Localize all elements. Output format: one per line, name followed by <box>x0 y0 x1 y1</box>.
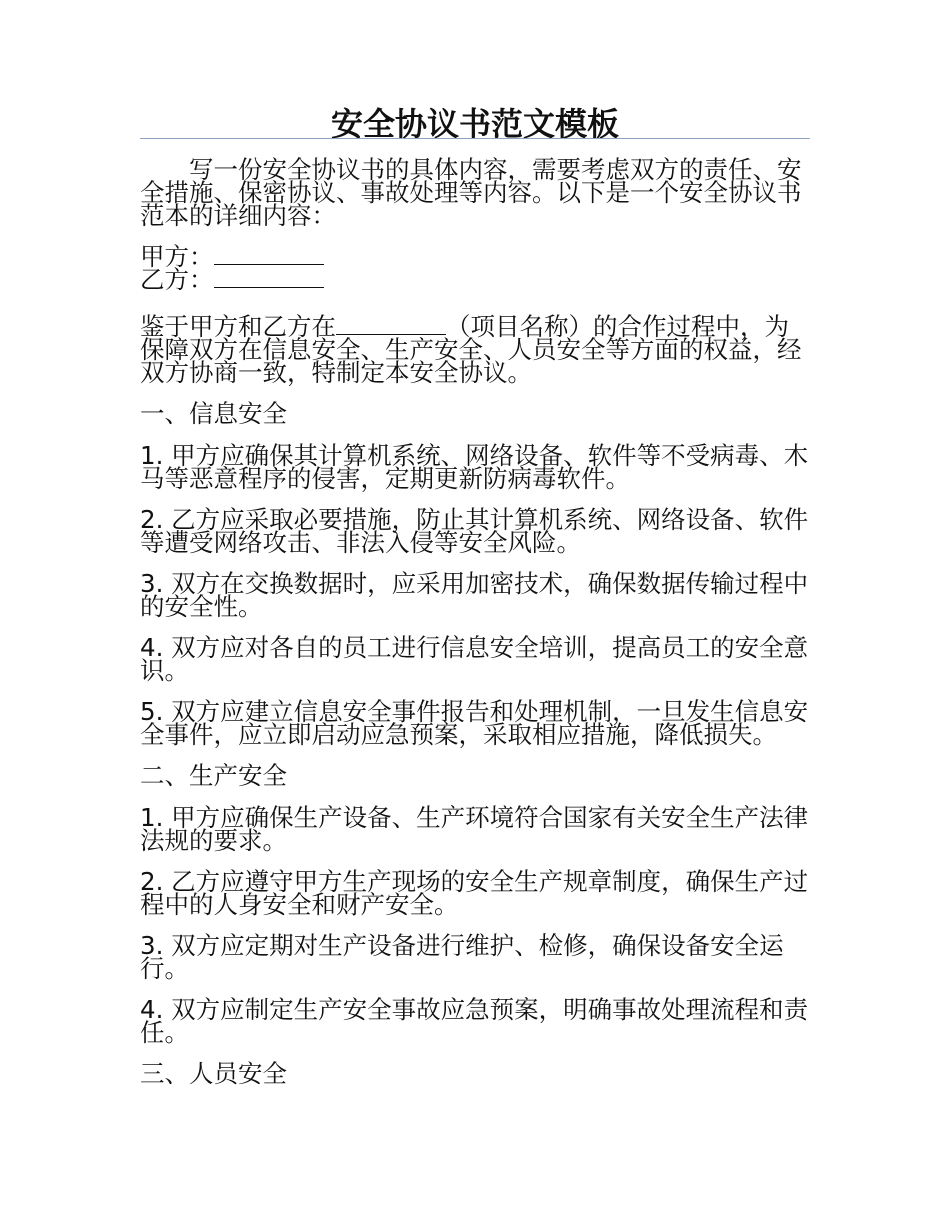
party-a-label: 甲方： <box>140 242 214 271</box>
clause: 4. 双方应制定生产安全事故应急预案，明确事故处理流程和责任。 <box>140 995 809 1047</box>
party-block <box>140 242 812 294</box>
preamble-paragraph <box>140 312 812 387</box>
section-heading: 一、信息安全 <box>140 399 287 428</box>
section-heading: 三、人员安全 <box>140 1059 287 1088</box>
party-a-line <box>140 242 812 271</box>
section-heading: 二、生产安全 <box>140 761 287 790</box>
preamble-before: 鉴于甲方和乙方在 <box>140 312 336 341</box>
clause: 5. 双方应建立信息安全事件报告和处理机制，一旦发生信息安全事件，应立即启动应急预案，采取相应措施，降低损失。 <box>140 697 809 749</box>
document-body <box>140 155 812 1104</box>
party-b-line <box>140 265 812 294</box>
clause: 2. 乙方应采取必要措施，防止其计算机系统、网络设备、软件等遭受网络攻击、非法入侵等安全风险。 <box>140 505 809 557</box>
clause: 4. 双方应对各自的员工进行信息安全培训，提高员工的安全意识。 <box>140 633 809 685</box>
clause: 2. 乙方应遵守甲方生产现场的安全生产规章制度，确保生产过程中的人身安全和财产安全。 <box>140 867 809 919</box>
clause: 1. 甲方应确保生产设备、生产环境符合国家有关安全生产法律法规的要求。 <box>140 803 809 855</box>
party-a-blank <box>214 263 324 265</box>
document-title: 安全协议书范文模板 <box>330 105 619 143</box>
preamble-after: （项目名称）的合作过程中，为保障双方在信息安全、生产安全、人员安全等方面的权益，经双方协商一致，特制定本安全协议。 <box>140 312 802 387</box>
title-underline <box>140 138 810 139</box>
clause: 3. 双方应定期对生产设备进行维护、检修，确保设备安全运行。 <box>140 931 784 983</box>
party-b-label: 乙方： <box>140 265 214 294</box>
intro-paragraph: 写一份安全协议书的具体内容，需要考虑双方的责任、安全措施、保密协议、事故处理等内容。以下是一个安全协议书范本的详细内容： <box>140 155 802 230</box>
clause: 3. 双方在交换数据时，应采用加密技术，确保数据传输过程中的安全性。 <box>140 569 809 621</box>
party-b-blank <box>214 286 324 288</box>
clause: 1. 甲方应确保其计算机系统、网络设备、软件等不受病毒、木马等恶意程序的侵害，定期更新防病毒软件。 <box>140 441 809 493</box>
